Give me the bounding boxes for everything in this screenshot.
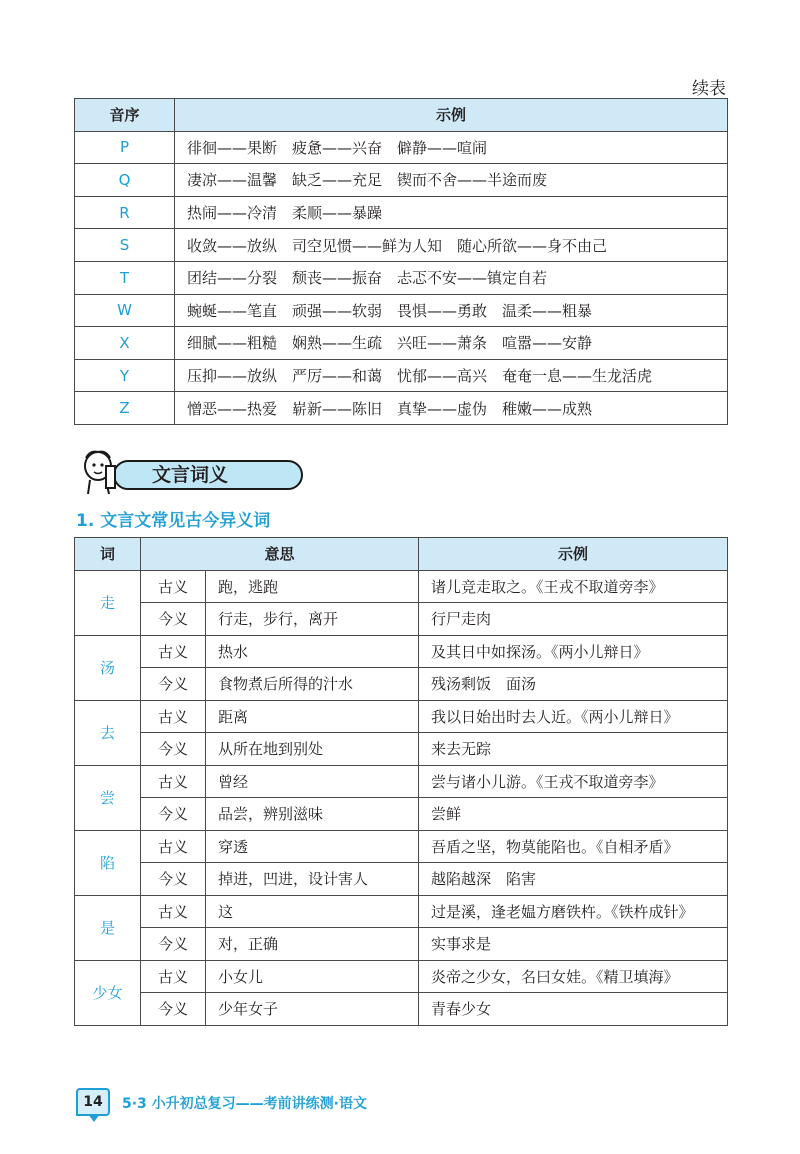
antonym-examples: 压抑——放纵 严厉——和蔼 忧郁——高兴 奄奄一息——生龙活虎 [175,359,728,392]
table-row [75,668,728,701]
vocab-word: 少女 [75,960,141,1025]
section-title: 文言词义 [151,464,228,486]
header-meaning: 意思 [141,538,419,571]
table-row [75,229,728,262]
header-phonetic-order: 音序 [75,99,175,132]
antonym-examples: 凄凉——温馨 缺乏——充足 锲而不舍——半途而废 [175,164,728,197]
meaning: 食物煮后所得的汁水 [206,668,419,701]
phonetic-code: X [75,327,175,360]
meaning: 曾经 [206,765,419,798]
sense-label: 今义 [141,863,206,896]
book-title: 5·3 小升初总复习——考前讲练测·语文 [122,1096,367,1112]
sense-label: 古义 [141,960,206,993]
page-number-tab [88,1114,100,1122]
example: 我以日始出时去人近。《两小儿辩日》 [419,700,728,733]
header-examples: 示例 [175,99,728,132]
table-row [75,131,728,164]
phonetic-code: Q [75,164,175,197]
meaning: 从所在地到别处 [206,733,419,766]
sense-label: 古义 [141,765,206,798]
example: 越陷越深 陷害 [419,863,728,896]
example: 吾盾之坚，物莫能陷也。《自相矛盾》 [419,830,728,863]
meaning: 跑，逃跑 [206,570,419,603]
table-row [75,635,728,668]
antonym-examples: 团结——分裂 颓丧——振奋 忐忑不安——镇定自若 [175,261,728,294]
vocab-word: 是 [75,895,141,960]
meaning: 距离 [206,700,419,733]
phonetic-code: R [75,196,175,229]
word-rows [75,570,728,1025]
table-row [75,700,728,733]
header-word: 词 [75,538,141,571]
vocab-word: 去 [75,700,141,765]
sense-label: 古义 [141,700,206,733]
phonetic-antonym-table [74,98,728,425]
meaning: 行走，步行，离开 [206,603,419,636]
antonym-examples: 细腻——粗糙 娴熟——生疏 兴旺——萧条 喧嚣——安静 [175,327,728,360]
sense-label: 今义 [141,668,206,701]
sense-label: 古义 [141,830,206,863]
antonym-examples: 收敛——放纵 司空见惯——鲜为人知 随心所欲——身不由己 [175,229,728,262]
table-row [75,294,728,327]
meaning: 小女儿 [206,960,419,993]
sense-label: 今义 [141,733,206,766]
table-row [75,863,728,896]
table-row [75,196,728,229]
table-row [75,993,728,1026]
phonetic-code: T [75,261,175,294]
vocab-word: 陷 [75,830,141,895]
example: 过是溪，逢老媪方磨铁杵。《铁杵成针》 [419,895,728,928]
example: 青春少女 [419,993,728,1026]
table-row [75,261,728,294]
table-row [75,327,728,360]
antonym-examples: 徘徊——果断 疲惫——兴奋 僻静——喧闹 [175,131,728,164]
table-row [75,733,728,766]
antonym-rows [75,131,728,424]
example: 炎帝之少女，名曰女娃。《精卫填海》 [419,960,728,993]
example: 实事求是 [419,928,728,961]
page-number: 14 [76,1088,110,1116]
example: 诸儿竞走取之。《王戎不取道旁李》 [419,570,728,603]
phonetic-code: Y [75,359,175,392]
header-example: 示例 [419,538,728,571]
sense-label: 今义 [141,603,206,636]
phonetic-code: S [75,229,175,262]
antonym-examples: 蜿蜒——笔直 顽强——软弱 畏惧——勇敢 温柔——粗暴 [175,294,728,327]
sense-label: 古义 [141,635,206,668]
phonetic-code: P [75,131,175,164]
table-header-row [75,538,728,571]
meaning: 这 [206,895,419,928]
example: 尝鲜 [419,798,728,831]
meaning: 对，正确 [206,928,419,961]
sense-label: 今义 [141,993,206,1026]
table-row [75,960,728,993]
antonym-examples: 热闹——冷清 柔顺——暴躁 [175,196,728,229]
continued-table-label: 续表 [692,79,726,99]
table-row [75,830,728,863]
subheading: 1. 文言文常见古今异义词 [76,511,271,531]
meaning: 掉进，凹进，设计害人 [206,863,419,896]
sense-label: 古义 [141,895,206,928]
ancient-modern-meaning-table [74,537,728,1026]
table-row [75,164,728,197]
example: 来去无踪 [419,733,728,766]
table-row [75,570,728,603]
example: 尝与诸小儿游。《王戎不取道旁李》 [419,765,728,798]
vocab-word: 尝 [75,765,141,830]
table-row [75,359,728,392]
section-heading [76,446,276,496]
meaning: 少年女子 [206,993,419,1026]
table-row [75,895,728,928]
example: 及其日中如探汤。《两小儿辩日》 [419,635,728,668]
phonetic-code: W [75,294,175,327]
page-footer [74,1088,474,1122]
table-header-row [75,99,728,132]
mascot-icon [76,446,122,496]
table-row [75,603,728,636]
vocab-word: 汤 [75,635,141,700]
table-row [75,928,728,961]
meaning: 品尝，辨别滋味 [206,798,419,831]
phonetic-code: Z [75,392,175,425]
antonym-examples: 憎恶——热爱 崭新——陈旧 真挚——虚伪 稚嫩——成熟 [175,392,728,425]
example: 残汤剩饭 面汤 [419,668,728,701]
meaning: 穿透 [206,830,419,863]
table-row [75,798,728,831]
table-row [75,392,728,425]
meaning: 热水 [206,635,419,668]
sense-label: 古义 [141,570,206,603]
table-row [75,765,728,798]
example: 行尸走肉 [419,603,728,636]
sense-label: 今义 [141,798,206,831]
vocab-word: 走 [75,570,141,635]
sense-label: 今义 [141,928,206,961]
